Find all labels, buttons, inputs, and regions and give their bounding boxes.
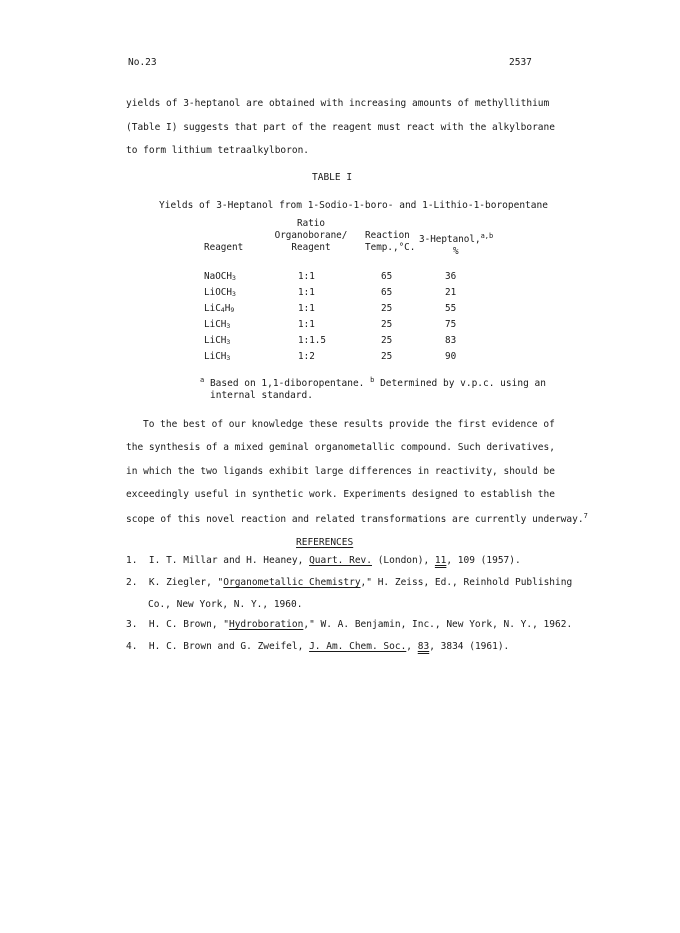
header-ratio: Ratio Organoborane/ Reagent — [274, 218, 348, 253]
cell-temp: 25 — [381, 351, 393, 362]
reference-3: 3. H. C. Brown, "Hydroboration," W. A. Benjamin, Inc., New York, N. Y., 1962. — [126, 619, 573, 630]
cell-temp: 25 — [381, 335, 393, 346]
body-line-2: the synthesis of a mixed geminal organometallic compound. Such derivatives, — [126, 442, 555, 453]
header-reagent: Reagent — [204, 242, 244, 253]
intro-line-3: to form lithium tetraalkylboron. — [126, 145, 310, 156]
cell-reagent: LiCH$_3$ — [204, 335, 231, 346]
cell-reagent: $LiC_4H_9$ — [204, 303, 235, 314]
cell-reagent: LiCH$_3$ — [204, 351, 231, 362]
intro-line-2: (Table I) suggests that part of the reagent must react with the alkylborane — [126, 122, 555, 133]
cell-yield: 75 — [445, 319, 457, 330]
cell-yield: 90 — [445, 351, 457, 362]
body-line-4: exceedingly useful in synthetic work. Experiments designed to establish the — [126, 489, 555, 500]
references-heading: REFERENCES — [296, 537, 354, 548]
cell-reagent: LiOCH$_3$ — [204, 287, 236, 298]
cell-ratio: 1:1 — [298, 303, 315, 314]
cell-reagent: LiCH$_3$ — [204, 319, 231, 330]
cell-yield: 21 — [445, 287, 457, 298]
reference-1: 1. I. T. Millar and H. Heaney, Quart. Rev. (London), 11, 109 (1957). — [126, 555, 521, 566]
reference-2-continued: Co., New York, N. Y., 1960. — [148, 599, 303, 610]
header-yield: 3-Heptanol,$^{a,b}$ % — [419, 232, 494, 257]
cell-yield: 36 — [445, 271, 457, 282]
cell-temp: 25 — [381, 303, 393, 314]
journal-number: No.23 — [128, 57, 157, 68]
table-caption: Yields of 3-Heptanol from 1-Sodio-1-boro- and 1-Lithio-1-boropentane — [159, 200, 548, 211]
table-label: TABLE I — [312, 172, 353, 183]
body-line-1: To the best of our knowledge these results provide the first evidence of — [143, 419, 555, 430]
cell-yield: 83 — [445, 335, 457, 346]
body-line-5: scope of this novel reaction and related transformations are currently underway.$^7$ — [126, 512, 588, 525]
cell-ratio: 1:1 — [298, 271, 315, 282]
cell-temp: 25 — [381, 319, 393, 330]
cell-ratio: 1:1 — [298, 287, 315, 298]
reference-2: 2. K. Ziegler, "Organometallic Chemistry," H. Zeiss, Ed., Reinhold Publishing — [126, 577, 573, 588]
reference-4: 4. H. C. Brown and G. Zweifel, J. Am. Chem. Soc., 83, 3834 (1961). — [126, 641, 510, 652]
cell-ratio: 1:1 — [298, 319, 315, 330]
cell-reagent: NaOCH$_3$ — [204, 271, 236, 282]
cell-temp: 65 — [381, 271, 393, 282]
cell-temp: 65 — [381, 287, 393, 298]
table-footnote: $^a$ Based on 1,1-diboropentane. $^b$ Determined by v.p.c. using an internal standard. — [200, 376, 546, 401]
header-temp: Reaction Temp.,°C. — [365, 230, 416, 253]
cell-yield: 55 — [445, 303, 457, 314]
intro-line-1: yields of 3-heptanol are obtained with increasing amounts of methyllithium — [126, 98, 550, 109]
cell-ratio: 1:2 — [298, 351, 315, 362]
body-line-3: in which the two ligands exhibit large differences in reactivity, should be — [126, 466, 555, 477]
cell-ratio: 1:1.5 — [298, 335, 326, 346]
page-number: 2537 — [509, 57, 532, 68]
